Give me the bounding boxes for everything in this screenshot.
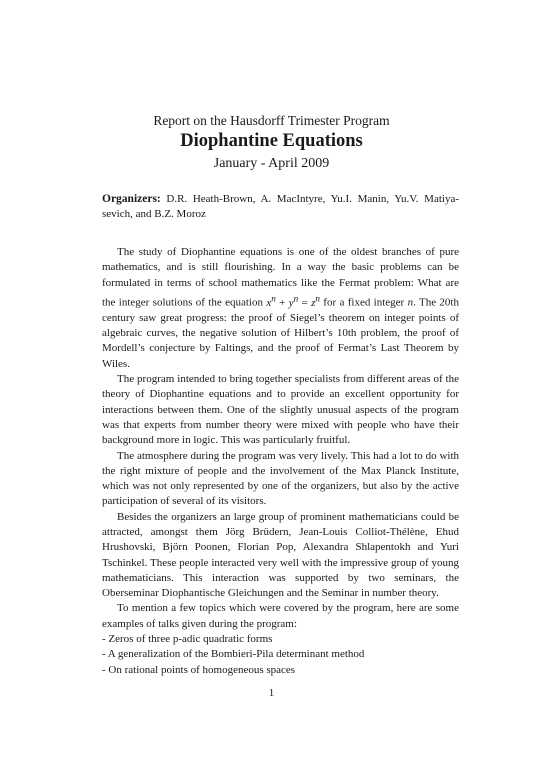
- report-body: [102, 245, 459, 678]
- paragraph-introduction: [102, 245, 459, 372]
- organizers-block: [102, 192, 459, 222]
- organizers-names: D.R. Heath-Brown, A. MacIntyre, Yu.I. Manin, Yu.V. Matiya-sevich, and B.Z. Moroz: [102, 193, 459, 220]
- talk-item: - A generalization of the Bombieri-Pila determinant method: [102, 648, 365, 661]
- talk-item: - On rational points of homogeneous spaces: [102, 663, 296, 676]
- paragraph-topics-intro: To mention a few topics which were covered by the program, here are some examples of talks given during the program:: [102, 602, 459, 630]
- fermat-equation: $x^n + y^n = z^n$: [266, 292, 320, 309]
- paragraph-intro-text-a: The study of Diophantine equations is one of the oldest branches of pure mathematics, and is still flourishing. In a way the basic problems can be formulated in terms of school mathematics like the Fermat problem: What are the integer solutions of the equation: [102, 246, 459, 309]
- talk-item: - Zeros of three p-adic quadratic forms: [102, 633, 273, 646]
- document-title: Diophantine Equations: [180, 131, 363, 151]
- paragraph-participants: Besides the organizers an large group of prominent mathematicians could be attracted, amongst them Jörg Brüdern, Jean-Louis Colliot-Thélène, Ehud Hrushovski, Björn Poonen, Florian Pop, Alexandra Shlapentokh and Yuri Tschinkel. These people interacted very well with the impressive group of young mathematicians. This interaction was supported by two seminars, the Oberseminar Diophantische Gleichungen and the Seminar in number theory.: [102, 510, 459, 600]
- organizers-label: Organizers:: [102, 193, 161, 205]
- page-number: 1: [268, 687, 275, 699]
- paragraph-program-aims: The program intended to bring together specialists from different areas of the theory of Diophantine equations and to provide an excellent opportunity for interactions between them. One of the slightly unusual aspects of the program was that experts from number theory were mixed with people who have their background more in logic. This was particularly fruitful.: [102, 373, 459, 447]
- report-heading: Report on the Hausdorff Trimester Program: [153, 113, 390, 128]
- paragraph-atmosphere: The atmosphere during the program was very lively. This had a lot to do with the right mixture of people and the involvement of the Max Planck Institute, which was not only represented by one of the organizers, but also by the active participation of several of its visitors.: [102, 449, 459, 508]
- paragraph-intro-text-c: . The 20th century saw great progress: the proof of Siegel’s theorem on integer points of algebraic curves, the negative solution of Hilbert’s 10th problem, the proof of Mordell’s conjecture by Faltings, and the proof of Fermat’s Last Theorem by Wiles.: [102, 296, 459, 370]
- paragraph-intro-text-b: for a fixed integer: [319, 296, 408, 309]
- program-dates: January - April 2009: [213, 156, 330, 171]
- integer-n: n: [407, 296, 414, 309]
